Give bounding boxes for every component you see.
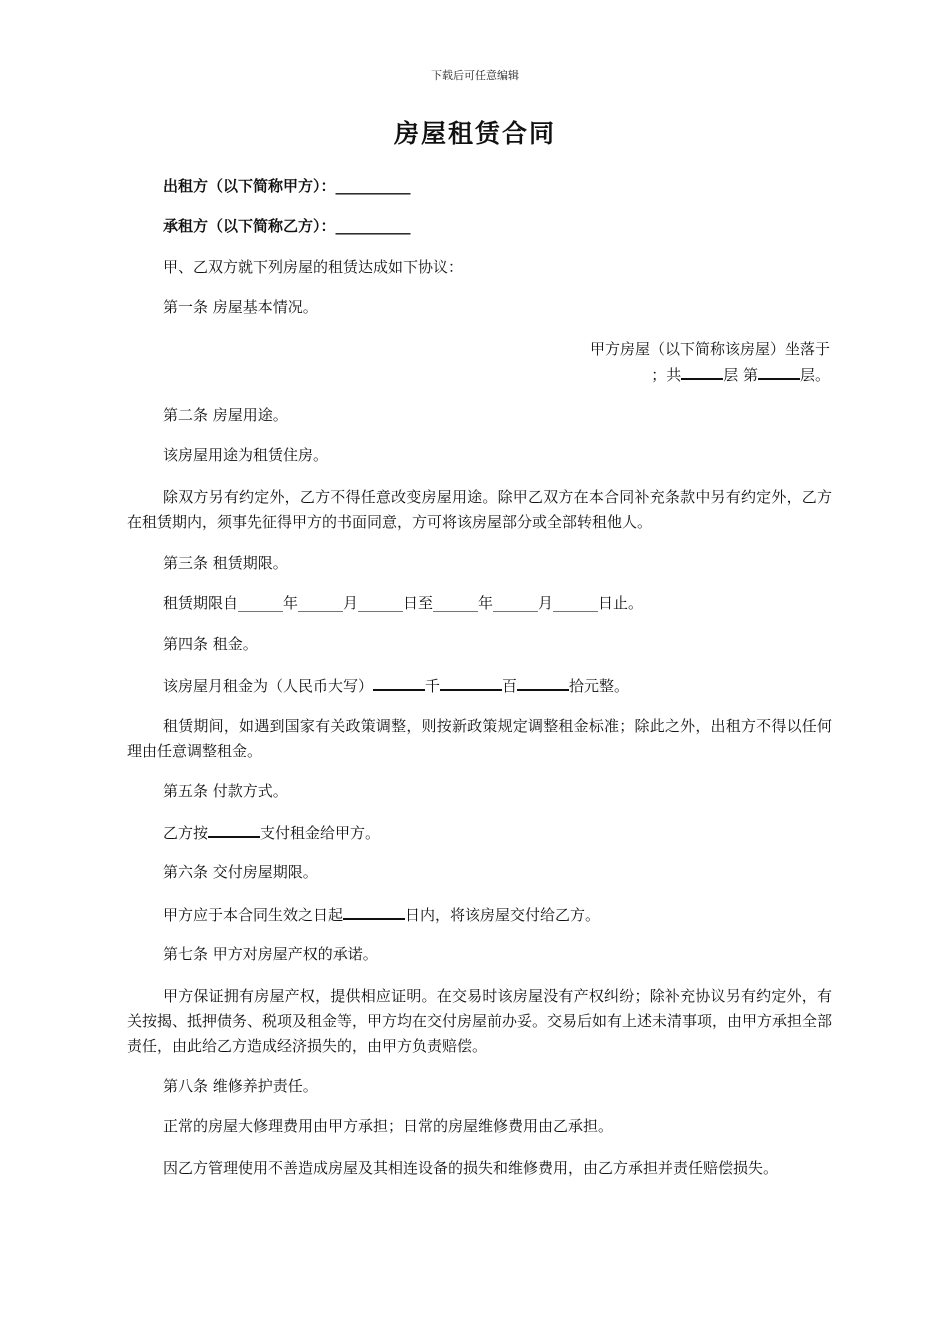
article-7-heading: 第七条 甲方对房屋产权的承诺。 — [163, 945, 378, 963]
article-4-heading: 第四条 租金。 — [163, 635, 258, 653]
lessor-line: 出租方（以下简称甲方）：__________ — [163, 177, 411, 195]
article-1-floor-line — [651, 363, 830, 386]
article-2-usage: 该房屋用途为租赁住房。 — [163, 446, 329, 464]
rent-prefix: 该房屋月租金为（人民币大写） — [163, 677, 374, 695]
article-3-heading: 第三条 租赁期限。 — [163, 554, 288, 572]
delivery-suffix: 日内，将该房屋交付给乙方。 — [405, 906, 601, 924]
floor-mid: 层 第 — [723, 366, 758, 384]
payment-suffix: 支付租金给甲方。 — [260, 824, 381, 842]
rent-suffix: 拾元整。 — [569, 677, 630, 695]
floor-prefix: ；共 — [651, 366, 682, 384]
article-3-term: 租赁期限自______年______月______日至______年______月______日止。 — [163, 594, 644, 612]
article-8-repair-costs: 正常的房屋大修理费用由甲方承担；日常的房屋维修费用由乙承担。 — [163, 1117, 614, 1135]
lessee-line: 承租方（以下简称乙方）：__________ — [163, 217, 411, 235]
delivery-prefix: 甲方应于本合同生效之日起 — [163, 906, 344, 924]
article-5-payment — [163, 821, 380, 844]
article-2-heading: 第二条 房屋用途。 — [163, 406, 288, 424]
header-note: 下载后可任意编辑 — [431, 69, 519, 82]
article-8-damage-clause: 因乙方管理使用不善造成房屋及其相连设备的损失和维修费用，由乙方承担并责任赔偿损失。 — [163, 1159, 779, 1177]
article-5-heading: 第五条 付款方式。 — [163, 782, 288, 800]
article-4-adjustment-clause: 租赁期间，如遇到国家有关政策调整，则按新政策规定调整租金标准；除此之外，出租方不得以任何理由任意调整租金。 — [127, 717, 832, 760]
total-floors-blank[interactable] — [681, 363, 723, 380]
intro-text: 甲、乙双方就下列房屋的租赁达成如下协议： — [163, 258, 464, 276]
article-4-rent-amount — [163, 674, 629, 697]
floor-number-blank[interactable] — [758, 363, 800, 380]
rent-hundreds-blank[interactable] — [440, 674, 502, 691]
article-1-heading: 第一条 房屋基本情况。 — [163, 298, 318, 316]
rent-thousands-blank[interactable] — [373, 674, 425, 691]
floor-suffix: 层。 — [799, 366, 830, 384]
document-title: 房屋租赁合同 — [393, 119, 556, 148]
rent-tens-blank[interactable] — [517, 674, 569, 691]
rent-hundred-unit: 百 — [502, 677, 518, 695]
article-7-warranty: 甲方保证拥有房屋产权，提供相应证明。在交易时该房屋没有产权纠纷；除补充协议另有约定外，有关按揭、抵押债务、税项及租金等，甲方均在交付房屋前办妥。交易后如有上述未清事项，由甲方承担全部责任，由此给乙方造成经济损失的，由甲方负责赔偿。 — [127, 987, 833, 1055]
payment-method-blank[interactable] — [208, 821, 260, 838]
article-6-heading: 第六条 交付房屋期限。 — [163, 863, 318, 881]
payment-prefix: 乙方按 — [163, 824, 209, 842]
article-6-delivery — [163, 903, 600, 926]
delivery-days-blank[interactable] — [343, 903, 405, 920]
rent-thousand-unit: 千 — [425, 677, 441, 695]
article-1-location-line: 甲方房屋（以下简称该房屋）坐落于 — [589, 340, 830, 358]
article-8-heading: 第八条 维修养护责任。 — [163, 1077, 318, 1095]
article-2-sublease-clause: 除双方另有约定外，乙方不得任意改变房屋用途。除甲乙双方在本合同补充条款中另有约定外，乙方在租赁期内，须事先征得甲方的书面同意，方可将该房屋部分或全部转租他人。 — [127, 488, 832, 531]
